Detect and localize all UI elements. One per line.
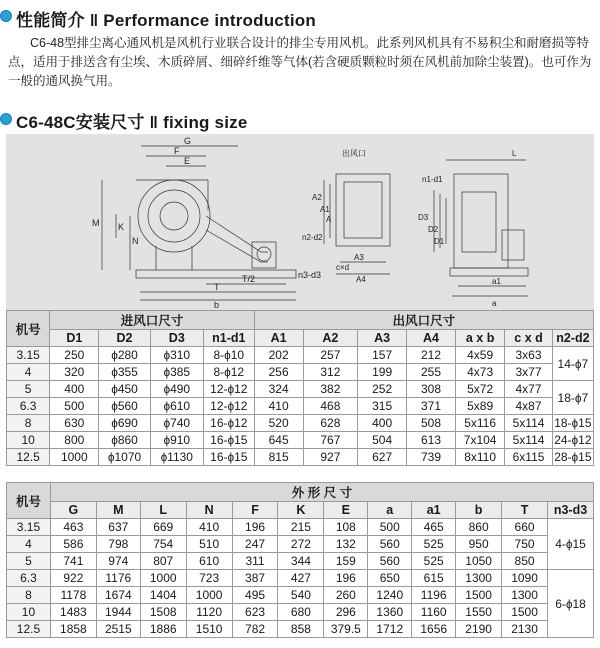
table-cell: 199: [358, 364, 407, 381]
table-row: [7, 519, 594, 536]
table-cell: 196: [232, 519, 278, 536]
label-a-base: a: [492, 299, 497, 308]
table-cell: 1000: [186, 587, 232, 604]
table2-model-header: 机号: [7, 483, 51, 519]
table-cell: 922: [50, 570, 96, 587]
table-cell: ɸ280: [99, 347, 150, 364]
n2-d2-cell: 24-ɸ12: [554, 433, 592, 447]
table-cell: 296: [324, 604, 368, 621]
table-cell: 215: [278, 519, 324, 536]
table-cell: 5x116: [455, 415, 504, 432]
label-d2: D2: [428, 225, 439, 234]
table-cell: 1090: [502, 570, 548, 587]
table-row: [7, 364, 594, 381]
label-n2-d2: n2-d2: [302, 233, 323, 242]
table-cell: 974: [96, 553, 140, 570]
table-cell: 256: [254, 364, 303, 381]
table-cell: 12-ɸ12: [203, 398, 254, 415]
table-cell: 1178: [50, 587, 96, 604]
table-cell: 257: [303, 347, 358, 364]
model-cell: 5: [7, 381, 50, 398]
table-cell: 650: [368, 570, 412, 587]
table1-group-row: [7, 311, 594, 330]
section-title-performance: 性能简介 ‖ Performance introduction: [16, 11, 316, 30]
table-cell: 344: [278, 553, 324, 570]
outline-table: [6, 482, 594, 638]
label-n: N: [132, 236, 139, 246]
label-d1: D1: [434, 237, 445, 246]
table-cell: 754: [140, 536, 186, 553]
table-cell: 465: [412, 519, 456, 536]
table-cell: 1000: [50, 449, 99, 466]
table-cell: 1550: [456, 604, 502, 621]
model-cell: 3.15: [7, 519, 51, 536]
table-cell: 463: [50, 519, 96, 536]
n2-d2-cell: 28-ɸ15: [554, 450, 592, 464]
table-cell: 615: [412, 570, 456, 587]
table-cell: 1944: [96, 604, 140, 621]
table-cell: 540: [278, 587, 324, 604]
label-cxd: c×d: [336, 263, 350, 272]
table-row: [7, 621, 594, 638]
table-cell: 927: [303, 449, 358, 466]
table-cell: 1160: [412, 604, 456, 621]
front-view: [434, 160, 528, 296]
table-cell: ɸ310: [150, 347, 203, 364]
table-cell: 560: [368, 553, 412, 570]
table-cell: 7x104: [455, 432, 504, 449]
n2-d2-cell: 18-ɸ15: [554, 416, 592, 430]
table2-col-header: a1: [412, 502, 456, 519]
table-row: [7, 398, 594, 415]
table1-col-header: A4: [407, 330, 456, 347]
table-row: [7, 381, 594, 398]
table-cell: 767: [303, 432, 358, 449]
label-g: G: [184, 136, 192, 146]
table2-group-row: [7, 483, 594, 502]
n2-d2-cell: 14-ɸ7: [552, 347, 593, 381]
table-cell: ɸ860: [99, 432, 150, 449]
table-cell: 379.5: [324, 621, 368, 638]
table-cell: 860: [456, 519, 502, 536]
table-cell: 382: [303, 381, 358, 398]
shaft-support-lower: [206, 230, 268, 262]
table-cell: 410: [254, 398, 303, 415]
table-cell: 5x89: [455, 398, 504, 415]
table1-header-row: [7, 330, 594, 347]
table-cell: ɸ355: [99, 364, 150, 381]
table-cell: 108: [324, 519, 368, 536]
table-cell: 525: [412, 553, 456, 570]
label-f: F: [174, 146, 180, 156]
table-cell: 468: [303, 398, 358, 415]
table-cell: 4x87: [505, 398, 552, 415]
motor-block: [252, 242, 276, 268]
table-cell: 6x115: [505, 449, 552, 466]
model-cell: 6.3: [7, 570, 51, 587]
table-cell: 815: [254, 449, 303, 466]
table1-col-header: A1: [254, 330, 303, 347]
table-cell: 4x77: [505, 381, 552, 398]
table-cell: 623: [232, 604, 278, 621]
table-cell: 132: [324, 536, 368, 553]
table-cell: 312: [303, 364, 358, 381]
table-cell: 320: [50, 364, 99, 381]
table1-inlet-group: 进风口尺寸: [50, 311, 254, 330]
model-cell: 10: [7, 432, 50, 449]
table-cell: 1500: [502, 604, 548, 621]
table-cell: 1674: [96, 587, 140, 604]
table-cell: ɸ1070: [99, 449, 150, 466]
table-cell: 8-ɸ10: [203, 347, 254, 364]
table-cell: 1483: [50, 604, 96, 621]
table-cell: 308: [407, 381, 456, 398]
table-row: [7, 449, 594, 466]
table2-col-header: T: [502, 502, 548, 519]
table-row: [7, 553, 594, 570]
table-cell: 1300: [502, 587, 548, 604]
model-cell: 12.5: [7, 621, 51, 638]
table-cell: ɸ690: [99, 415, 150, 432]
table-cell: 495: [232, 587, 278, 604]
shaft-support: [206, 216, 268, 252]
table-cell: 1000: [140, 570, 186, 587]
label-t-half: T/2: [242, 274, 256, 284]
fixing-drawing: [6, 134, 594, 310]
table-cell: 247: [232, 536, 278, 553]
table-cell: 1240: [368, 587, 412, 604]
table-cell: 260: [324, 587, 368, 604]
model-cell: 4: [7, 536, 51, 553]
table-cell: 500: [50, 398, 99, 415]
table-cell: 315: [358, 398, 407, 415]
table2-col-header: b: [456, 502, 502, 519]
table-cell: 1508: [140, 604, 186, 621]
table2-outline-group: 外 形 尺 寸: [50, 483, 593, 502]
table-cell: 950: [456, 536, 502, 553]
table-row: [7, 347, 594, 364]
side-view: [102, 146, 296, 300]
n3-d3-cell: 4-ɸ15: [548, 519, 594, 570]
table-cell: 680: [278, 604, 324, 621]
table1-col-header: n2-d2: [552, 330, 593, 347]
front-inlet: [462, 192, 496, 252]
label-d3: D3: [418, 213, 429, 222]
table-cell: ɸ610: [150, 398, 203, 415]
table-cell: 3x77: [505, 364, 552, 381]
label-n3-d3: n3-d3: [298, 270, 322, 280]
table-cell: 400: [50, 381, 99, 398]
table-cell: 1712: [368, 621, 412, 638]
inlet-outlet-table: [6, 310, 594, 466]
table-cell: 739: [407, 449, 456, 466]
label-outlet: 出风口: [342, 149, 366, 158]
table2-body: [7, 519, 594, 638]
label-n1-d1: n1-d1: [422, 175, 443, 184]
n3-d3-cell: 6-ɸ18: [548, 570, 594, 638]
table2-col-header: M: [96, 502, 140, 519]
table-cell: 157: [358, 347, 407, 364]
table-cell: 504: [358, 432, 407, 449]
model-cell: 3.15: [7, 347, 50, 364]
table1-col-header: n1-d1: [203, 330, 254, 347]
table-cell: 3x63: [505, 347, 552, 364]
table-cell: 16-ɸ15: [203, 449, 254, 466]
model-cell: 12.5: [7, 449, 50, 466]
table2-col-header: L: [140, 502, 186, 519]
model-cell: 8: [7, 587, 51, 604]
table-row: [7, 536, 594, 553]
table-cell: 1196: [412, 587, 456, 604]
label-a4: A4: [356, 275, 366, 284]
bullet-icon: [0, 113, 12, 125]
table2-col-header: a: [368, 502, 412, 519]
bullet-icon: [0, 10, 12, 22]
n2-d2-cell: 18-ɸ7: [552, 381, 593, 415]
table-cell: 782: [232, 621, 278, 638]
table-cell: 371: [407, 398, 456, 415]
label-k: K: [118, 222, 125, 232]
table-cell: 510: [186, 536, 232, 553]
table-row: [7, 604, 594, 621]
label-m: M: [92, 218, 100, 228]
table-cell: 800: [50, 432, 99, 449]
table-cell: 520: [254, 415, 303, 432]
table-cell: 858: [278, 621, 324, 638]
table-cell: 1176: [96, 570, 140, 587]
table-cell: 12-ɸ12: [203, 381, 254, 398]
table-row: [7, 570, 594, 587]
table-cell: 628: [303, 415, 358, 432]
table2-col-header: n3-d3: [548, 502, 594, 519]
table-cell: 645: [254, 432, 303, 449]
table-cell: 1360: [368, 604, 412, 621]
table-cell: 610: [186, 553, 232, 570]
table2-col-header: E: [324, 502, 368, 519]
table1-model-header: 机号: [7, 311, 50, 347]
table-cell: 1858: [50, 621, 96, 638]
table2-header-row: [7, 502, 594, 519]
table-cell: 5x114: [505, 432, 552, 449]
outlet-opening: [344, 182, 382, 238]
table-cell: 637: [96, 519, 140, 536]
table-cell: 1404: [140, 587, 186, 604]
fan-hub: [160, 202, 188, 230]
table-cell: 202: [254, 347, 303, 364]
table1-col-header: A2: [303, 330, 358, 347]
table-cell: 850: [502, 553, 548, 570]
table-cell: 2515: [96, 621, 140, 638]
table-cell: ɸ385: [150, 364, 203, 381]
table-cell: 1656: [412, 621, 456, 638]
table-cell: 508: [407, 415, 456, 432]
fan-wheel: [148, 190, 200, 242]
table-cell: 252: [358, 381, 407, 398]
model-cell: 4: [7, 364, 50, 381]
table1-col-header: a x b: [455, 330, 504, 347]
table-cell: 586: [50, 536, 96, 553]
table-cell: 4x59: [455, 347, 504, 364]
table-cell: 1300: [456, 570, 502, 587]
table2-col-header: F: [232, 502, 278, 519]
table-cell: 2190: [456, 621, 502, 638]
table-cell: 400: [358, 415, 407, 432]
label-b: b: [214, 300, 220, 310]
table-cell: 750: [502, 536, 548, 553]
label-l: L: [512, 149, 517, 158]
table-cell: 1886: [140, 621, 186, 638]
table-cell: 255: [407, 364, 456, 381]
table-cell: 324: [254, 381, 303, 398]
label-a: A: [326, 215, 332, 224]
model-cell: 8: [7, 415, 50, 432]
table2-col-header: N: [186, 502, 232, 519]
table-cell: 2130: [502, 621, 548, 638]
table-cell: 272: [278, 536, 324, 553]
bearing: [257, 247, 271, 261]
table-cell: 311: [232, 553, 278, 570]
table1-col-header: D3: [150, 330, 203, 347]
fan-housing: [138, 180, 210, 252]
table-cell: ɸ910: [150, 432, 203, 449]
label-a3: A3: [354, 253, 364, 262]
label-e: E: [184, 156, 191, 166]
table-row: [7, 587, 594, 604]
table-cell: 8-ɸ12: [203, 364, 254, 381]
table-cell: 613: [407, 432, 456, 449]
model-cell: 5: [7, 553, 51, 570]
label-t: T: [214, 282, 220, 292]
table-cell: ɸ450: [99, 381, 150, 398]
table-cell: 212: [407, 347, 456, 364]
label-a1: A1: [320, 205, 330, 214]
table1-outlet-group: 出风口尺寸: [254, 311, 593, 330]
table-cell: 159: [324, 553, 368, 570]
table-cell: 500: [368, 519, 412, 536]
base-frame: [136, 270, 296, 278]
table-cell: 250: [50, 347, 99, 364]
table-cell: 5x72: [455, 381, 504, 398]
table-cell: ɸ560: [99, 398, 150, 415]
table-cell: ɸ740: [150, 415, 203, 432]
table2-col-header: G: [50, 502, 96, 519]
table-cell: 427: [278, 570, 324, 587]
table-cell: 4x73: [455, 364, 504, 381]
front-motor: [502, 230, 524, 260]
section-title-fixing-size: C6-48C安装尺寸 ‖ fixing size: [16, 113, 248, 132]
table-cell: 16-ɸ12: [203, 415, 254, 432]
table-cell: 741: [50, 553, 96, 570]
label-a1-base: a1: [492, 277, 501, 286]
table-cell: 630: [50, 415, 99, 432]
table-cell: 5x114: [505, 415, 552, 432]
table-cell: ɸ1130: [150, 449, 203, 466]
table-cell: 525: [412, 536, 456, 553]
table-cell: 723: [186, 570, 232, 587]
table-cell: 16-ɸ15: [203, 432, 254, 449]
label-a2: A2: [312, 193, 322, 202]
table-row: [7, 415, 594, 432]
model-cell: 10: [7, 604, 51, 621]
table-cell: 798: [96, 536, 140, 553]
table-cell: 1050: [456, 553, 502, 570]
table1-col-header: D2: [99, 330, 150, 347]
table-cell: 1120: [186, 604, 232, 621]
table-cell: ɸ490: [150, 381, 203, 398]
table1-body: [7, 347, 594, 466]
table-cell: 627: [358, 449, 407, 466]
table-cell: 387: [232, 570, 278, 587]
intro-text: C6-48型排尘离心通风机是风机行业联合设计的排尘专用风机。此系列风机具有不易积尘和耐磨损等特点，适用于排送含有尘埃、木质碎屑、细碎纤维等气体(若含硬质颗粒时须在风机前加除尘装置)。也可作为一般的通风换气用。: [8, 36, 592, 88]
table1-col-header: D1: [50, 330, 99, 347]
drawing-svg: [6, 134, 594, 310]
model-cell: 6.3: [7, 398, 50, 415]
table-cell: 196: [324, 570, 368, 587]
table-cell: 560: [368, 536, 412, 553]
front-base: [450, 268, 528, 276]
table-row: [7, 432, 594, 449]
table-cell: 660: [502, 519, 548, 536]
table1-col-header: A3: [358, 330, 407, 347]
table-cell: 1500: [456, 587, 502, 604]
table-cell: 1510: [186, 621, 232, 638]
table-cell: 807: [140, 553, 186, 570]
table-cell: 8x110: [455, 449, 504, 466]
table-cell: 410: [186, 519, 232, 536]
table1-col-header: c x d: [505, 330, 552, 347]
table2-col-header: K: [278, 502, 324, 519]
table-cell: 669: [140, 519, 186, 536]
